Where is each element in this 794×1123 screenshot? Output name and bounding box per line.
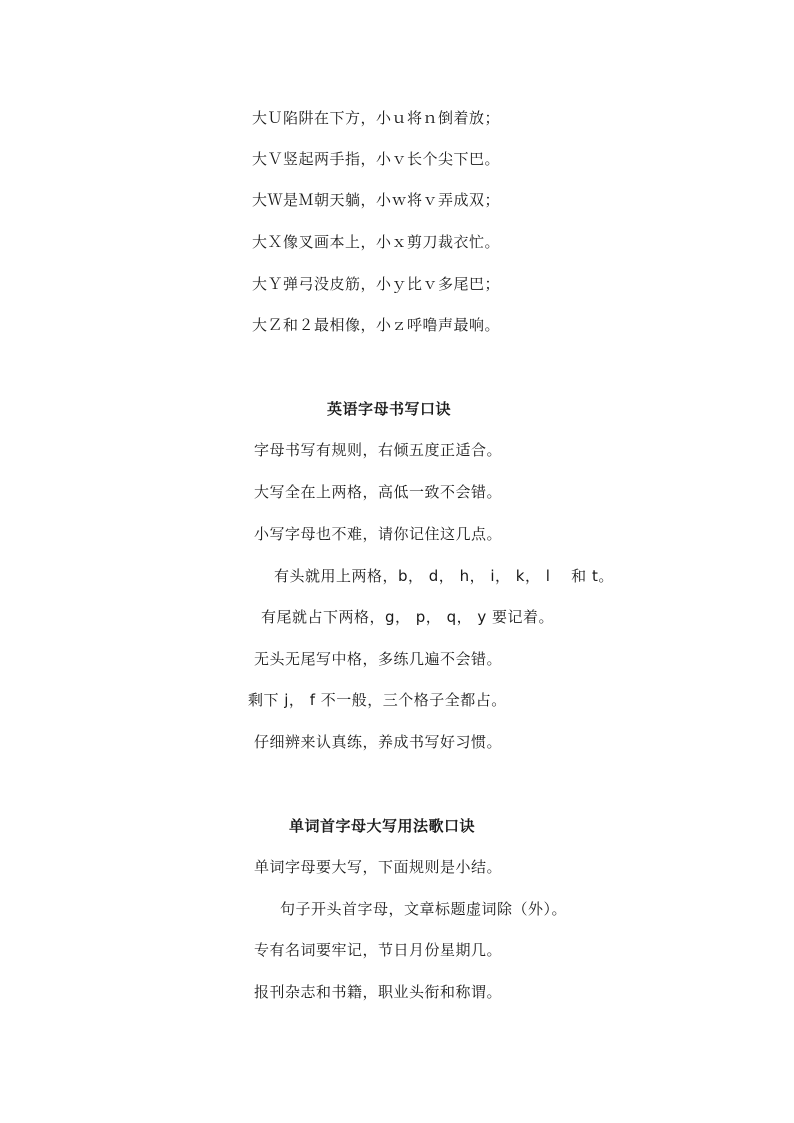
rhyme-line-y: 大Ｙ弹弓没皮筋，小ｙ比ｖ多尾巴； [252,275,501,293]
writing-rhyme-line: 无头无尾写中格，多练几遍不会错。 [254,650,503,668]
section-title-capitalization-rhyme: 单词首字母大写用法歌口诀 [289,817,476,835]
rhyme-line-w: 大Ｗ是Ｍ朝天躺，小ｗ将ｖ弄成双； [252,191,501,209]
rhyme-line-u: 大Ｕ陷阱在下方，小ｕ将ｎ倒着放； [252,109,501,127]
rhyme-line-x: 大Ｘ像叉画本上，小ｘ剪刀裁衣忙。 [252,233,501,251]
capitalization-rhyme-line: 句子开头首字母，文章标题虚词除（外）。 [280,900,568,918]
writing-rhyme-line: 剩下 j， f 不一般，三个格子全都占。 [248,691,507,709]
writing-rhyme-line: 大写全在上两格，高低一致不会错。 [254,483,503,501]
writing-rhyme-line: 字母书写有规则，右倾五度正适合。 [254,441,503,459]
writing-rhyme-line: 有尾就占下两格，g， p， q， y 要记着。 [261,608,555,626]
writing-rhyme-line: 仔细辨来认真练，养成书写好习惯。 [254,733,503,751]
rhyme-line-v: 大Ｖ竖起两手指，小ｖ长个尖下巴。 [252,150,501,168]
writing-rhyme-line: 有头就用上两格，b， d， h， i， k， l 和 t。 [274,567,614,585]
writing-rhyme-line: 小写字母也不难，请你记住这几点。 [254,525,503,543]
capitalization-rhyme-line: 单词字母要大写，下面规则是小结。 [254,858,503,876]
section-title-writing-rhyme: 英语字母书写口诀 [327,400,452,418]
rhyme-line-z: 大Ｚ和２最相像，小ｚ呼噜声最响。 [252,316,501,334]
capitalization-rhyme-line: 专有名词要牢记，节日月份星期几。 [254,941,503,959]
capitalization-rhyme-line: 报刊杂志和书籍，职业头衔和称谓。 [254,983,503,1001]
